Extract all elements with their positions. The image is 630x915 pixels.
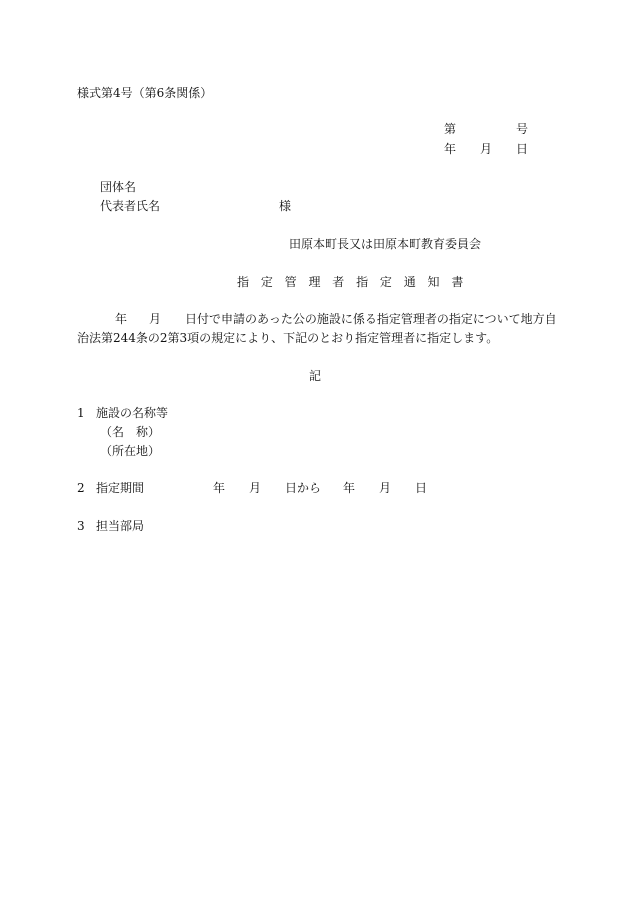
item-1-number: 1	[77, 406, 85, 420]
document-number-prefix: 第	[444, 122, 457, 136]
issue-date-day: 日	[516, 142, 529, 156]
ki-heading: 記	[309, 369, 322, 383]
item-2-number: 2	[77, 481, 85, 495]
document-title: 指 定 管 理 者 指 定 通 知 書	[237, 275, 468, 289]
period-end-month: 月	[379, 481, 392, 495]
item-1-sub-name: （名 称）	[100, 425, 161, 439]
item-3-number: 3	[77, 519, 85, 533]
issuer: 田原本町長又は田原本町教育委員会	[289, 237, 482, 251]
body-line2: 治法第244条の2第3項の規定により、下記のとおり指定管理者に指定します。	[77, 331, 499, 345]
item-1-sub-location: （所在地）	[100, 444, 161, 458]
period-end-day: 日	[415, 481, 428, 495]
issue-date-year: 年	[444, 142, 457, 156]
period-start-day: 日から	[285, 481, 322, 495]
period-start-year: 年	[213, 481, 226, 495]
body-line1-month: 月	[149, 312, 162, 326]
period-start-month: 月	[249, 481, 262, 495]
issue-date-month: 月	[480, 142, 493, 156]
body-line1-text: 日付で申請のあった公の施設に係る指定管理者の指定について地方自	[185, 312, 557, 326]
recipient-representative-label: 代表者氏名	[100, 199, 161, 213]
period-end-year: 年	[343, 481, 356, 495]
item-2-label: 指定期間	[96, 481, 145, 495]
item-1-label: 施設の名称等	[96, 406, 169, 420]
document-number-suffix: 号	[516, 122, 529, 136]
item-3-label: 担当部局	[96, 519, 145, 533]
recipient-organization-label: 団体名	[100, 180, 137, 194]
recipient-honorific: 様	[279, 199, 292, 213]
body-line1-year: 年	[115, 312, 128, 326]
form-label: 様式第4号（第6条関係）	[77, 86, 213, 100]
